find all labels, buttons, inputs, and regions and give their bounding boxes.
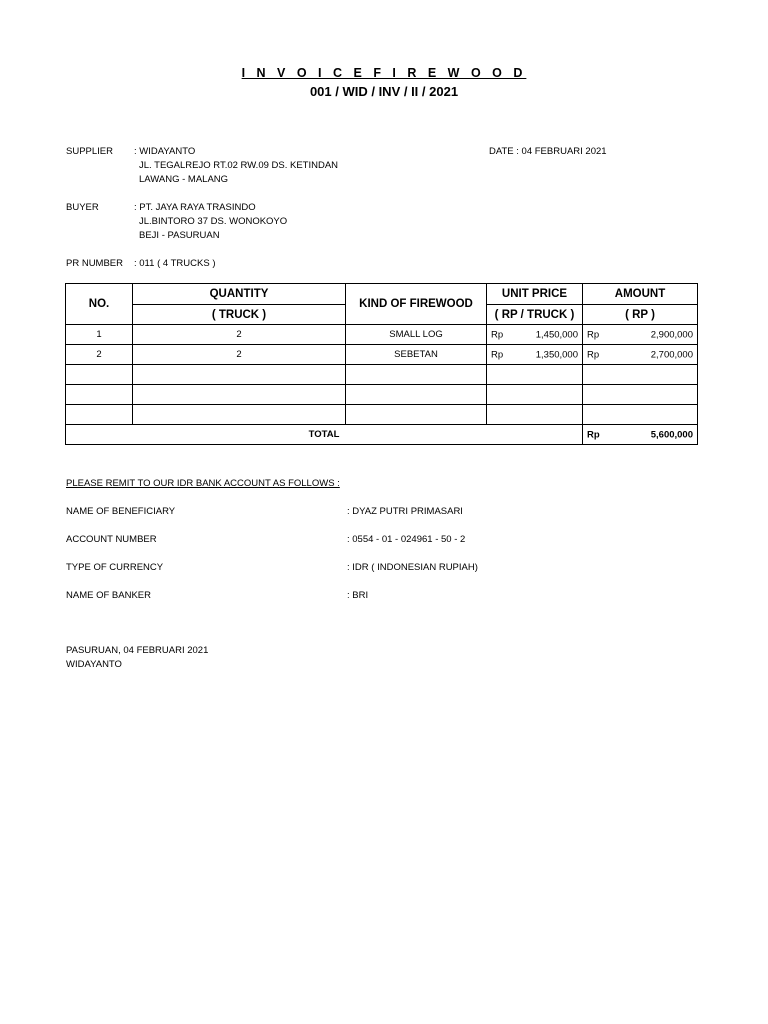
beneficiary-label: NAME OF BENEFICIARY	[66, 506, 176, 517]
row-unit-price	[487, 325, 583, 345]
empty-row	[66, 405, 698, 425]
currency-type-label: TYPE OF CURRENCY	[66, 562, 164, 573]
buyer-address-2: BEJI - PASURUAN	[139, 230, 220, 241]
row-amount	[583, 325, 698, 345]
supplier-name: : WIDAYANTO	[134, 146, 196, 157]
invoice-table	[65, 283, 698, 445]
header-amount-unit: ( RP )	[583, 305, 698, 325]
header-quantity: QUANTITY	[133, 284, 346, 305]
buyer-label: BUYER	[66, 202, 99, 213]
beneficiary-value: : DYAZ PUTRI PRIMASARI	[347, 506, 463, 517]
header-kind: KIND OF FIREWOOD	[346, 284, 487, 325]
empty-row	[66, 385, 698, 405]
currency-label: Rp	[491, 329, 504, 340]
row-quantity: 2	[133, 325, 346, 345]
header-unit-price-unit: ( RP / TRUCK )	[487, 305, 583, 325]
row-quantity: 2	[133, 345, 346, 365]
account-number-value: : 0554 - 01 - 024961 - 50 - 2	[347, 534, 466, 545]
row-unit-price	[487, 345, 583, 365]
total-amount: 5,600,000	[650, 429, 693, 440]
empty-row	[66, 365, 698, 385]
row-amount	[583, 345, 698, 365]
invoice-date: DATE : 04 FEBRUARI 2021	[489, 146, 607, 157]
table-row	[66, 325, 698, 345]
banker-value: : BRI	[347, 590, 369, 601]
header-quantity-unit: ( TRUCK )	[133, 305, 346, 325]
bank-heading: PLEASE REMIT TO OUR IDR BANK ACCOUNT AS FOLLOWS :	[66, 478, 340, 489]
total-amount-cell	[583, 425, 698, 445]
unit-price-value: 1,450,000	[535, 329, 578, 340]
account-number-label: ACCOUNT NUMBER	[66, 534, 157, 545]
supplier-label: SUPPLIER	[66, 146, 113, 157]
pr-number-value: : 011 ( 4 TRUCKS )	[134, 258, 216, 269]
unit-price-value: 1,350,000	[535, 349, 578, 360]
pr-number-label: PR NUMBER	[66, 258, 124, 269]
amount-value: 2,900,000	[650, 329, 693, 340]
currency-label: Rp	[491, 349, 504, 360]
banker-label: NAME OF BANKER	[66, 590, 151, 601]
currency-type-value: : IDR ( INDONESIAN RUPIAH)	[347, 562, 478, 573]
header-unit-price: UNIT PRICE	[487, 284, 583, 305]
header-no: NO.	[66, 284, 133, 325]
supplier-address-2: LAWANG - MALANG	[139, 174, 229, 185]
row-no: 1	[66, 325, 133, 345]
currency-label: Rp	[587, 329, 600, 340]
row-kind: SEBETAN	[346, 345, 487, 365]
total-row	[66, 425, 698, 445]
row-kind: SMALL LOG	[346, 325, 487, 345]
header-amount: AMOUNT	[583, 284, 698, 305]
signature-place-date: PASURUAN, 04 FEBRUARI 2021	[66, 645, 209, 656]
amount-value: 2,700,000	[650, 349, 693, 360]
total-label: TOTAL	[66, 425, 583, 445]
currency-label: Rp	[587, 349, 600, 360]
signature-name: WIDAYANTO	[66, 659, 122, 670]
invoice-title: I N V O I C E F I R E W O O D	[241, 66, 527, 80]
supplier-address-1: JL. TEGALREJO RT.02 RW.09 DS. KETINDAN	[139, 160, 339, 171]
row-no: 2	[66, 345, 133, 365]
buyer-address-1: JL.BINTORO 37 DS. WONOKOYO	[139, 216, 288, 227]
invoice-number: 001 / WID / INV / II / 2021	[309, 84, 459, 99]
table-row	[66, 345, 698, 365]
currency-label: Rp	[587, 429, 600, 440]
buyer-name: : PT. JAYA RAYA TRASINDO	[134, 202, 256, 213]
